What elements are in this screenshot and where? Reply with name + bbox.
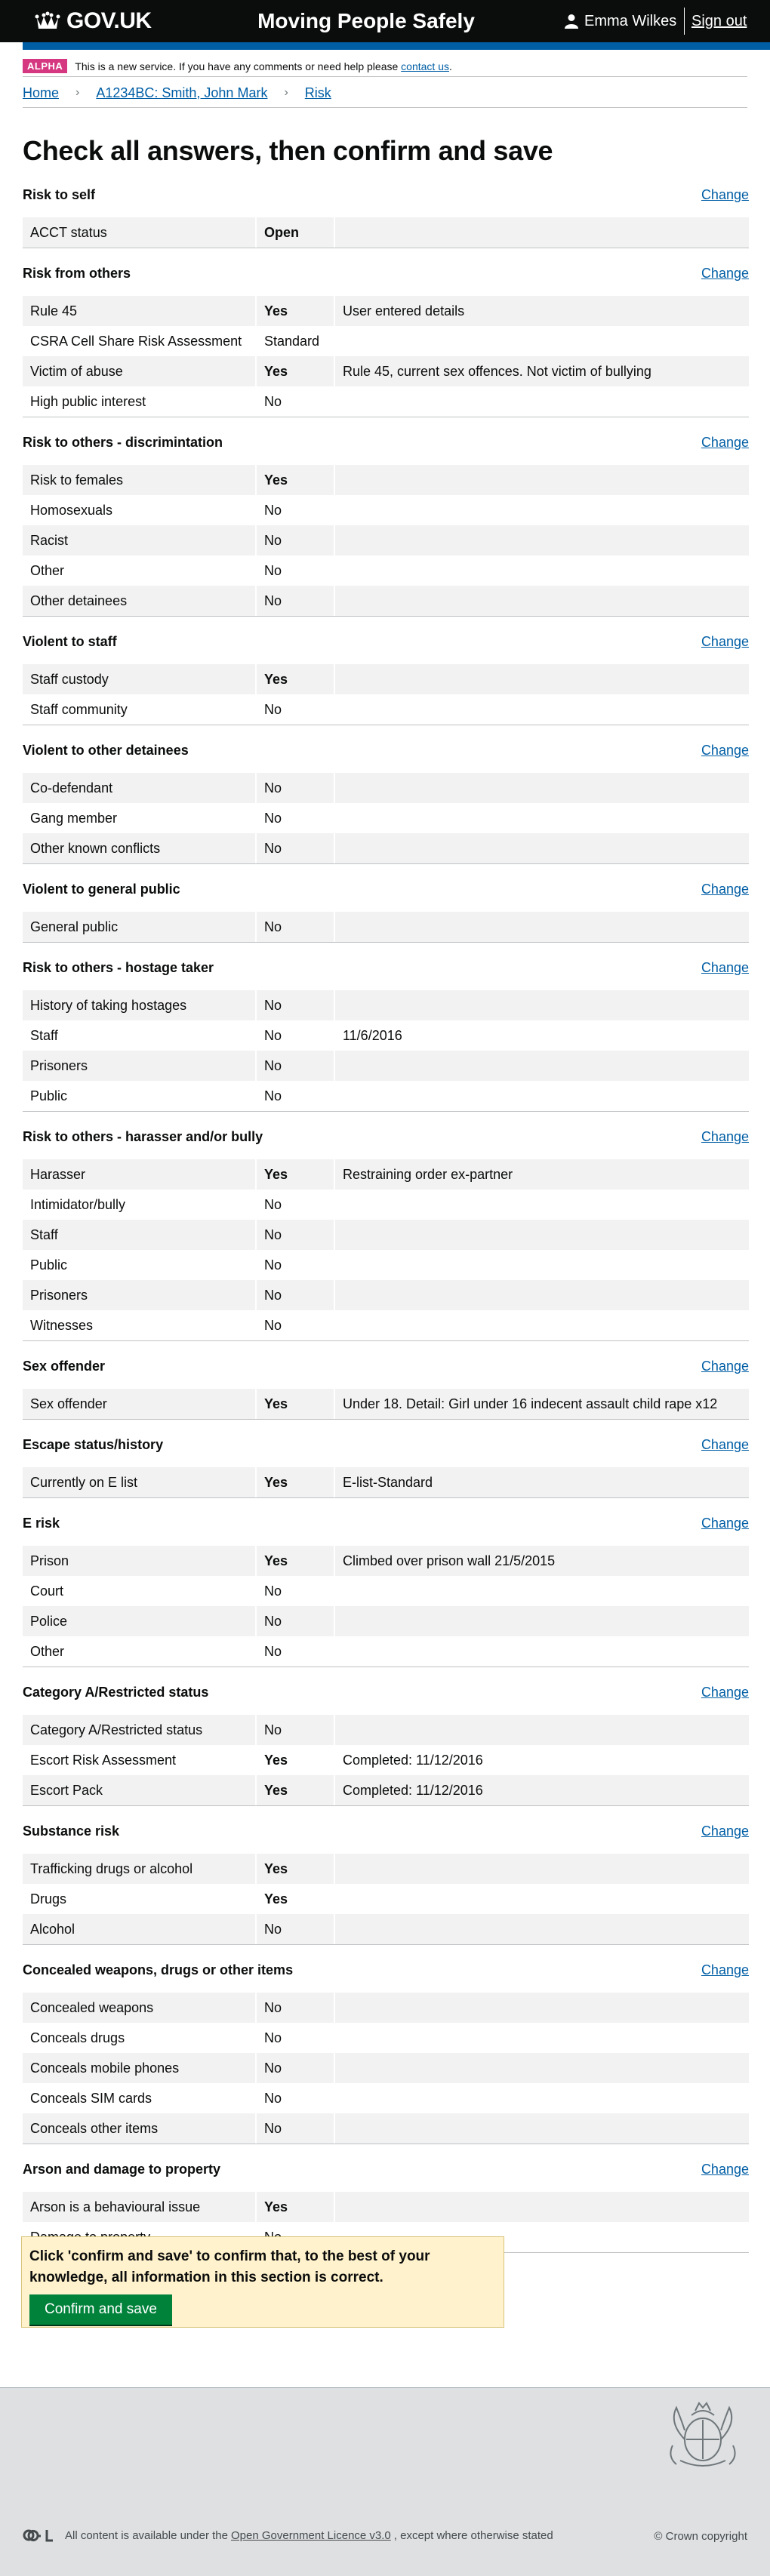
row-detail xyxy=(334,1715,749,1745)
row-detail xyxy=(334,217,749,248)
row-detail xyxy=(334,1993,749,2023)
section-header xyxy=(23,432,749,465)
summary-section xyxy=(23,432,749,631)
row-value: Yes xyxy=(255,1884,334,1914)
summary-row xyxy=(23,833,749,863)
row-detail xyxy=(334,326,749,356)
row-detail xyxy=(334,2192,749,2222)
row-detail: Under 18. Detail: Girl under 16 indecent assault child rape x12 xyxy=(334,1389,749,1419)
row-label: Other xyxy=(30,563,65,578)
row-detail xyxy=(334,525,749,556)
row-value: No xyxy=(255,1310,334,1340)
summary-row xyxy=(23,1467,749,1497)
row-value: No xyxy=(255,912,334,942)
change-link[interactable]: Change xyxy=(701,882,749,897)
summary-row xyxy=(23,1250,749,1280)
chevron-right-icon: › xyxy=(75,86,80,99)
row-label: Other xyxy=(30,1644,65,1659)
row-detail xyxy=(334,912,749,942)
change-link[interactable]: Change xyxy=(701,266,749,281)
summary-row xyxy=(23,1775,749,1805)
page-title: Check all answers, then confirm and save xyxy=(23,135,553,166)
section-divider xyxy=(23,1667,749,1682)
row-detail xyxy=(334,2053,749,2083)
summary-section xyxy=(23,740,749,879)
summary-row xyxy=(23,2192,749,2222)
row-label: Trafficking drugs or alcohol xyxy=(30,1861,193,1876)
summary-section xyxy=(23,1820,749,1959)
summary-section xyxy=(23,879,749,957)
summary-row xyxy=(23,1576,749,1606)
row-value: Yes xyxy=(255,2192,334,2222)
summary-row xyxy=(23,525,749,556)
section-header xyxy=(23,1959,749,1993)
row-label: Victim of abuse xyxy=(30,364,123,379)
change-link[interactable]: Change xyxy=(701,1129,749,1144)
row-detail xyxy=(334,2113,749,2144)
row-detail xyxy=(334,1081,749,1111)
summary-row xyxy=(23,326,749,356)
row-label: Staff custody xyxy=(30,672,109,687)
summary-section xyxy=(23,1513,749,1682)
breadcrumb-divider xyxy=(23,107,747,108)
summary-row xyxy=(23,1280,749,1310)
phase-text: This is a new service. If you have any comments or need help please xyxy=(75,60,399,72)
summary-row xyxy=(23,2113,749,2144)
ogl-logo-icon xyxy=(23,2528,54,2542)
section-title: Arson and damage to property xyxy=(23,2162,221,2177)
confirm-panel xyxy=(21,2236,504,2328)
chevron-right-icon: › xyxy=(284,86,288,99)
section-title: Violent to staff xyxy=(23,634,117,649)
summary-list xyxy=(23,912,749,942)
row-label: Prisoners xyxy=(30,1288,88,1303)
row-detail xyxy=(334,2083,749,2113)
row-detail xyxy=(334,803,749,833)
row-detail xyxy=(334,1310,749,1340)
row-value: Yes xyxy=(255,1389,334,1419)
row-label: Staff xyxy=(30,1227,58,1242)
row-value: Open xyxy=(255,217,334,248)
row-label: Currently on E list xyxy=(30,1475,138,1490)
breadcrumb xyxy=(23,85,331,101)
summary-row xyxy=(23,1190,749,1220)
row-detail: Restraining order ex-partner xyxy=(334,1159,749,1190)
row-detail: Rule 45, current sex offences. Not victim of bullying xyxy=(334,356,749,386)
summary-row xyxy=(23,912,749,942)
row-label: Conceals other items xyxy=(30,2121,159,2136)
row-detail xyxy=(334,1250,749,1280)
row-label: Homosexuals xyxy=(30,503,113,518)
row-label: History of taking hostages xyxy=(30,998,187,1013)
section-header xyxy=(23,1126,749,1159)
row-value: Yes xyxy=(255,664,334,694)
change-link[interactable]: Change xyxy=(701,960,749,975)
row-label: Co-defendant xyxy=(30,780,113,796)
row-value: No xyxy=(255,586,334,616)
summary-section xyxy=(23,957,749,1126)
summary-row xyxy=(23,1020,749,1051)
summary-row xyxy=(23,556,749,586)
row-label: High public interest xyxy=(30,394,146,409)
section-title: Category A/Restricted status xyxy=(23,1685,209,1700)
summary-row xyxy=(23,1159,749,1190)
row-detail: Completed: 11/12/2016 xyxy=(334,1775,749,1805)
change-link[interactable]: Change xyxy=(701,743,749,758)
row-label: Risk to females xyxy=(30,472,124,488)
change-link[interactable]: Change xyxy=(701,2162,749,2177)
row-label: Racist xyxy=(30,533,69,548)
row-value: No xyxy=(255,803,334,833)
section-title: E risk xyxy=(23,1516,60,1531)
row-value: No xyxy=(255,2083,334,2113)
summary-list xyxy=(23,1546,749,1667)
row-detail xyxy=(334,1576,749,1606)
section-header xyxy=(23,1513,749,1546)
breadcrumb-prisoner[interactable]: A1234BC: Smith, John Mark xyxy=(96,85,268,100)
row-label: Gang member xyxy=(30,811,118,826)
summary-list xyxy=(23,1389,749,1419)
section-header xyxy=(23,1820,749,1854)
section-title: Risk to self xyxy=(23,187,96,202)
phase-tag: ALPHA xyxy=(23,59,67,73)
row-value: Yes xyxy=(255,1775,334,1805)
row-value: No xyxy=(255,556,334,586)
section-header xyxy=(23,1356,749,1389)
crown-icon xyxy=(35,11,60,32)
summary-section xyxy=(23,1434,749,1513)
summary-list xyxy=(23,296,749,417)
licence-prefix: All content is available under the xyxy=(65,2528,228,2542)
summary-row xyxy=(23,2083,749,2113)
row-detail xyxy=(334,664,749,694)
row-value: Yes xyxy=(255,1467,334,1497)
section-divider xyxy=(23,725,749,740)
change-link[interactable]: Change xyxy=(701,634,749,649)
user-account xyxy=(565,10,676,32)
row-label: Category A/Restricted status xyxy=(30,1722,203,1737)
summary-row xyxy=(23,386,749,417)
row-value: Yes xyxy=(255,356,334,386)
summary-list xyxy=(23,773,749,863)
row-detail xyxy=(334,1220,749,1250)
summary-row xyxy=(23,694,749,725)
change-link[interactable]: Change xyxy=(701,1824,749,1839)
section-header xyxy=(23,631,749,664)
row-label: Prisoners xyxy=(30,1058,88,1073)
phase-text-end: . xyxy=(449,60,452,72)
summary-list xyxy=(23,1159,749,1340)
row-label: Other detainees xyxy=(30,593,128,608)
section-divider xyxy=(23,942,749,957)
sign-out-link[interactable]: Sign out xyxy=(691,13,747,29)
summary-row xyxy=(23,1854,749,1884)
row-detail xyxy=(334,586,749,616)
section-header xyxy=(23,879,749,912)
row-value: No xyxy=(255,990,334,1020)
row-detail xyxy=(334,1854,749,1884)
summary-row xyxy=(23,2023,749,2053)
section-title: Sex offender xyxy=(23,1359,106,1374)
row-label: Police xyxy=(30,1614,68,1629)
summary-row xyxy=(23,1051,749,1081)
row-detail xyxy=(334,1636,749,1667)
summary-row xyxy=(23,1636,749,1667)
summary-row xyxy=(23,664,749,694)
change-link[interactable]: Change xyxy=(701,1685,749,1700)
row-value: Yes xyxy=(255,465,334,495)
service-name[interactable]: Moving People Safely xyxy=(257,9,475,32)
change-link[interactable]: Change xyxy=(701,435,749,450)
licence-notice xyxy=(23,2528,553,2542)
summary-list xyxy=(23,1715,749,1805)
row-label: Staff xyxy=(30,1028,58,1043)
section-header xyxy=(23,1434,749,1467)
change-link[interactable]: Change xyxy=(701,1962,749,1977)
logo-text: GOV.UK xyxy=(66,8,152,33)
row-value: Yes xyxy=(255,1546,334,1576)
summary-row xyxy=(23,1310,749,1340)
row-label: Alcohol xyxy=(30,1922,75,1937)
row-label: Rule 45 xyxy=(30,303,78,319)
section-divider xyxy=(23,248,749,263)
summary-row xyxy=(23,773,749,803)
section-divider xyxy=(23,1111,749,1126)
row-detail: Completed: 11/12/2016 xyxy=(334,1745,749,1775)
summary-row xyxy=(23,356,749,386)
summary-section xyxy=(23,1126,749,1356)
row-value: No xyxy=(255,1636,334,1667)
row-label: Escort Pack xyxy=(30,1783,103,1798)
header-divider xyxy=(684,8,685,35)
row-value: No xyxy=(255,525,334,556)
row-value: No xyxy=(255,1576,334,1606)
row-value: Yes xyxy=(255,1745,334,1775)
row-label: Intimidator/bully xyxy=(30,1197,126,1212)
row-value: No xyxy=(255,773,334,803)
row-value: No xyxy=(255,1081,334,1111)
summary-row xyxy=(23,217,749,248)
row-value: No xyxy=(255,694,334,725)
row-detail xyxy=(334,694,749,725)
summary-section xyxy=(23,184,749,263)
section-title: Concealed weapons, drugs or other items xyxy=(23,1962,294,1977)
row-detail: E-list-Standard xyxy=(334,1467,749,1497)
section-header xyxy=(23,957,749,990)
summary-row xyxy=(23,1606,749,1636)
licence-link[interactable]: Open Government Licence v3.0 xyxy=(230,2528,391,2542)
summary-list xyxy=(23,217,749,248)
section-divider xyxy=(23,616,749,631)
summary-row xyxy=(23,465,749,495)
summary-list xyxy=(23,990,749,1111)
section-divider xyxy=(23,417,749,432)
summary-section xyxy=(23,1682,749,1820)
row-value: No xyxy=(255,1715,334,1745)
row-detail xyxy=(334,1606,749,1636)
header-accent-bar xyxy=(23,42,770,50)
licence-suffix: , except where otherwise stated xyxy=(393,2528,553,2542)
section-title: Substance risk xyxy=(23,1824,120,1839)
section-divider xyxy=(23,1419,749,1434)
section-header xyxy=(23,740,749,773)
row-value: No xyxy=(255,1606,334,1636)
summary-list xyxy=(23,664,749,725)
row-detail xyxy=(334,1914,749,1944)
row-detail xyxy=(334,990,749,1020)
royal-coat-of-arms-icon xyxy=(654,2393,752,2476)
row-label: Staff community xyxy=(30,702,128,717)
summary-row xyxy=(23,1081,749,1111)
section-divider xyxy=(23,1497,749,1513)
row-label: Witnesses xyxy=(30,1318,94,1333)
breadcrumb-home[interactable]: Home xyxy=(23,85,60,100)
summary-row xyxy=(23,1914,749,1944)
row-label: Public xyxy=(30,1257,68,1273)
global-header xyxy=(0,0,770,42)
summary-row xyxy=(23,1884,749,1914)
summary-row xyxy=(23,1715,749,1745)
summary-row xyxy=(23,1745,749,1775)
row-label: General public xyxy=(30,919,119,934)
row-label: Conceals drugs xyxy=(30,2030,125,2045)
row-value: No xyxy=(255,1220,334,1250)
row-value: No xyxy=(255,1914,334,1944)
section-header xyxy=(23,263,749,296)
summary-list xyxy=(23,1467,749,1497)
row-label: Sex offender xyxy=(30,1396,107,1411)
change-link[interactable]: Change xyxy=(701,187,749,202)
summary-section xyxy=(23,1959,749,2159)
confirm-and-save-button[interactable]: Confirm and save xyxy=(29,2294,172,2325)
section-divider xyxy=(23,863,749,879)
section-divider xyxy=(23,2144,749,2159)
row-value: No xyxy=(255,2023,334,2053)
summary-section xyxy=(23,631,749,740)
row-detail: 11/6/2016 xyxy=(334,1020,749,1051)
summary-row xyxy=(23,1546,749,1576)
row-detail xyxy=(334,386,749,417)
row-detail xyxy=(334,1884,749,1914)
row-label: Arson is a behavioural issue xyxy=(30,2199,201,2214)
summary-row xyxy=(23,803,749,833)
row-label: Other known conflicts xyxy=(30,841,161,856)
section-title: Risk from others xyxy=(23,266,131,281)
row-detail: Climbed over prison wall 21/5/2015 xyxy=(334,1546,749,1576)
row-value: No xyxy=(255,1993,334,2023)
summary-list xyxy=(23,1854,749,1944)
row-detail xyxy=(334,465,749,495)
section-header xyxy=(23,2159,749,2192)
contact-us-link[interactable]: contact us xyxy=(401,60,449,72)
row-label: ACCT status xyxy=(30,225,107,240)
row-label: Court xyxy=(30,1583,64,1599)
summary-list xyxy=(23,465,749,616)
section-title: Violent to general public xyxy=(23,882,180,897)
section-divider xyxy=(23,1340,749,1356)
row-label: Conceals mobile phones xyxy=(30,2060,180,2076)
row-detail xyxy=(334,833,749,863)
summary-row xyxy=(23,586,749,616)
change-link[interactable]: Change xyxy=(701,1359,749,1374)
summary-row xyxy=(23,296,749,326)
row-value: No xyxy=(255,1190,334,1220)
section-divider xyxy=(23,1944,749,1959)
row-value: Standard xyxy=(255,326,334,356)
row-value: No xyxy=(255,2113,334,2144)
summary-row xyxy=(23,495,749,525)
section-header xyxy=(23,1682,749,1715)
row-label: Escort Risk Assessment xyxy=(30,1753,177,1768)
row-detail xyxy=(334,495,749,525)
govuk-logo[interactable] xyxy=(35,9,152,33)
row-detail xyxy=(334,773,749,803)
row-detail xyxy=(334,2023,749,2053)
row-label: Conceals SIM cards xyxy=(30,2091,152,2106)
row-label: Drugs xyxy=(30,1891,67,1907)
summary-section xyxy=(23,1356,749,1434)
section-divider xyxy=(23,1805,749,1820)
confirm-text: Click 'confirm and save' to confirm that, to the best of your knowledge, all information in this section is correct. xyxy=(29,2248,430,2285)
summary-section xyxy=(23,263,749,432)
summary-row xyxy=(23,1389,749,1419)
row-label: Prison xyxy=(30,1553,69,1568)
row-value: No xyxy=(255,386,334,417)
breadcrumb-risk[interactable]: Risk xyxy=(304,85,331,100)
summary-row xyxy=(23,990,749,1020)
summary-row xyxy=(23,1993,749,2023)
row-detail xyxy=(334,1051,749,1081)
row-label: CSRA Cell Share Risk Assessment xyxy=(30,334,242,349)
row-value: Yes xyxy=(255,296,334,326)
row-value: No xyxy=(255,1020,334,1051)
row-detail xyxy=(334,1190,749,1220)
row-value: No xyxy=(255,833,334,863)
section-title: Escape status/history xyxy=(23,1437,164,1452)
row-detail: User entered details xyxy=(334,296,749,326)
change-link[interactable]: Change xyxy=(701,1516,749,1531)
change-link[interactable]: Change xyxy=(701,1437,749,1452)
section-header xyxy=(23,184,749,217)
row-detail xyxy=(334,1280,749,1310)
row-value: No xyxy=(255,1280,334,1310)
phase-banner xyxy=(23,56,747,77)
row-value: No xyxy=(255,1051,334,1081)
row-value: No xyxy=(255,495,334,525)
summary-list xyxy=(23,1993,749,2144)
section-title: Violent to other detainees xyxy=(23,743,189,758)
row-value: No xyxy=(255,1250,334,1280)
summary-sections xyxy=(23,184,749,2267)
row-label: Harasser xyxy=(30,1167,86,1182)
user-icon xyxy=(565,14,578,29)
row-label: Concealed weapons xyxy=(30,2000,154,2015)
summary-row xyxy=(23,1220,749,1250)
section-title: Risk to others - hostage taker xyxy=(23,960,214,975)
row-value: Yes xyxy=(255,1854,334,1884)
summary-row xyxy=(23,2053,749,2083)
row-value: No xyxy=(255,2053,334,2083)
user-name: Emma Wilkes xyxy=(584,12,677,29)
global-footer xyxy=(0,2387,770,2576)
section-title: Risk to others - harasser and/or bully xyxy=(23,1129,263,1144)
section-title: Risk to others - discrimintation xyxy=(23,435,223,450)
crown-copyright-link[interactable]: © Crown copyright xyxy=(654,2530,747,2543)
row-value: Yes xyxy=(255,1159,334,1190)
row-label: Public xyxy=(30,1088,68,1103)
row-detail xyxy=(334,556,749,586)
